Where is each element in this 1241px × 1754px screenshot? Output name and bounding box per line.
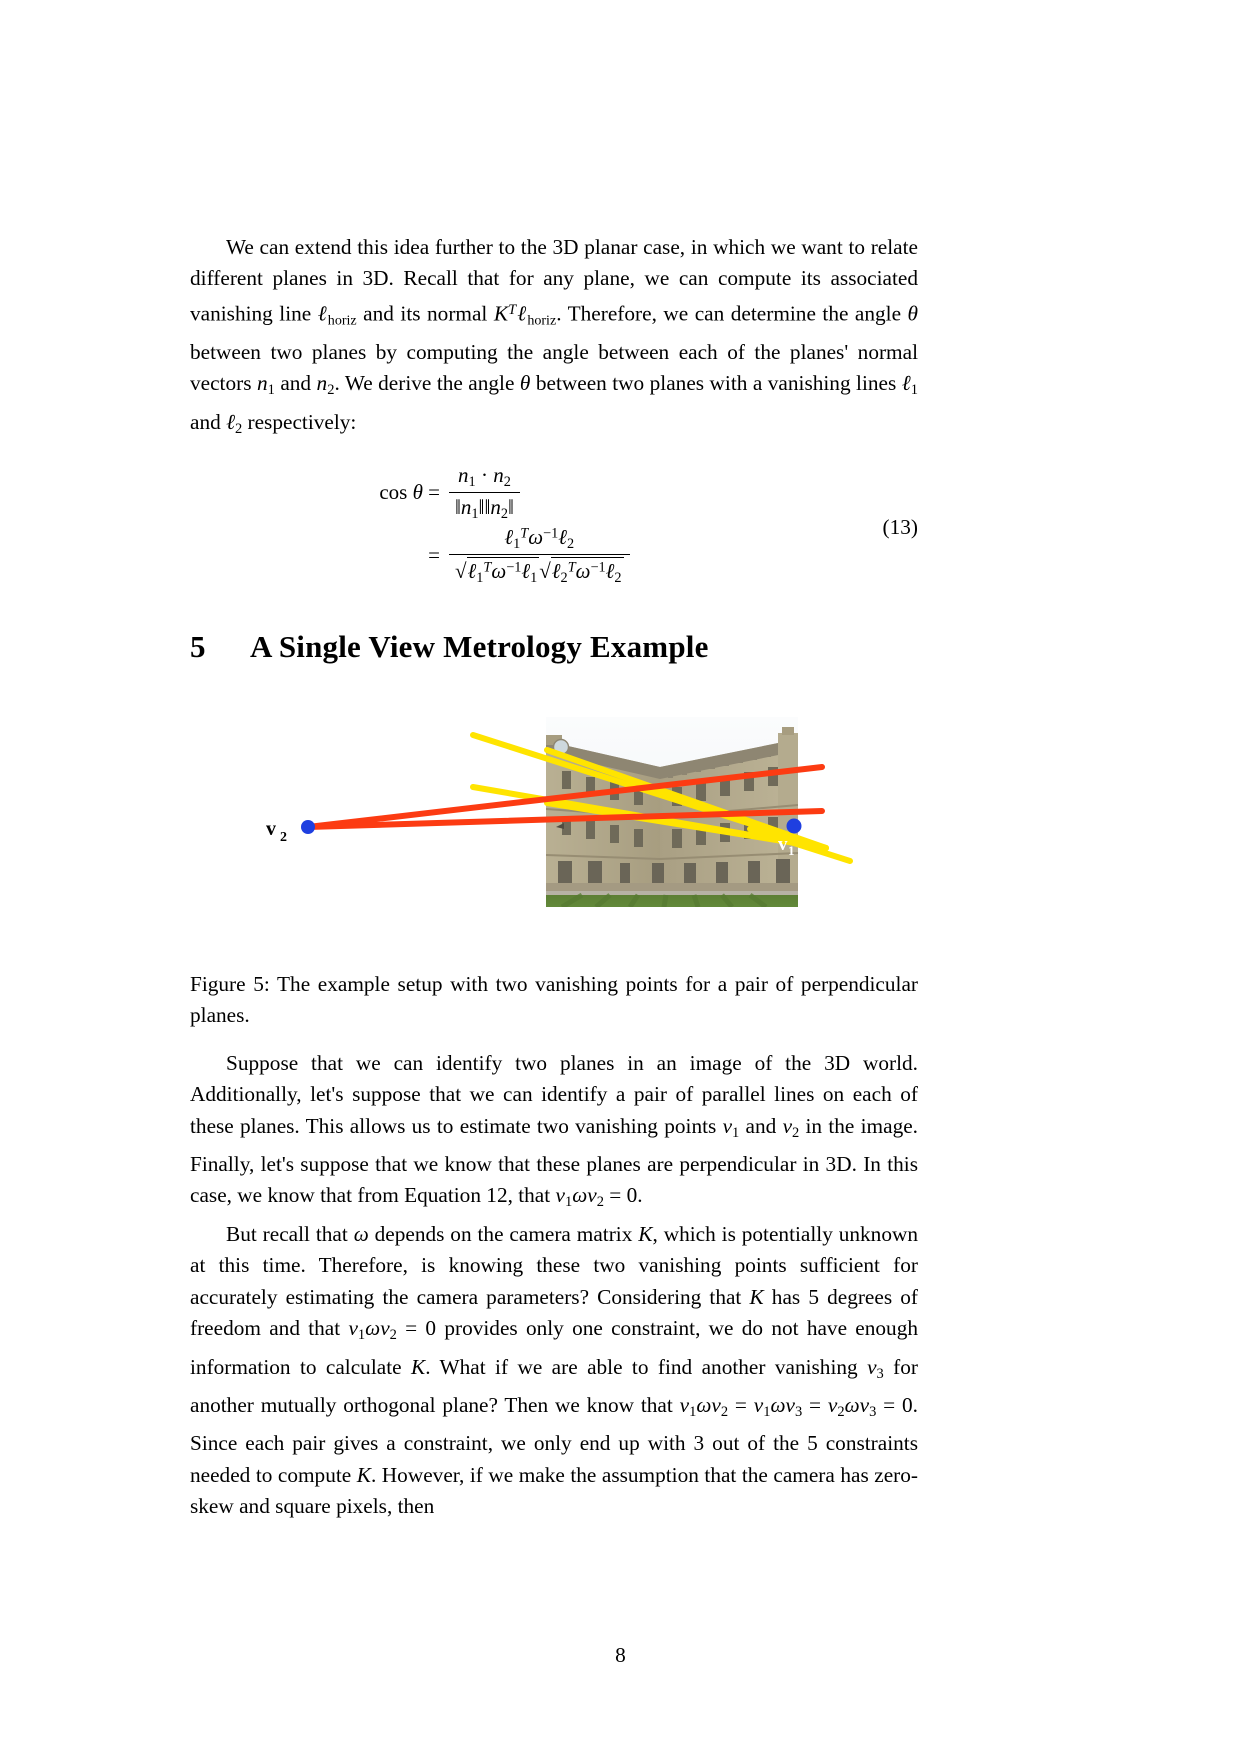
sqrt-term-1: $√\ell_1^T\omega^{-1}\ell_1$ — [455, 558, 538, 586]
vanishing-point-v1-dot — [787, 818, 802, 833]
photo-grass-extension — [546, 895, 798, 907]
label-v2-subscript: 2 — [280, 829, 287, 845]
fraction-2 — [449, 525, 630, 587]
equation-13 — [190, 463, 918, 591]
fraction-denominator — [449, 554, 630, 587]
sqrt-term-2: $√\ell_2^T\omega^{-1}\ell_2$ — [539, 558, 622, 586]
paragraph-intro: We can extend this idea further to the 3D planar case, in which we want to relate different planes in 3D. Recall that for any plane, we can compute its associated vanishing line ℓhoriz and its normal $K^T\ell horiz$. Therefore, we can determine the angle θ between two planes by computing the angle between each of the planes' normal vectors $n_1$ and $n_2$. We derive the angle θ between two planes with a vanishing lines ℓ$_1$ and ℓ$_2$ respectively: — [190, 235, 918, 437]
vanishing-point-v2-dot — [301, 820, 315, 834]
paragraph-two-planes: Suppose that we can identify two planes in an image of the 3D world. Additionally, let's suppose that we can identify a pair of parallel lines on each of these planes. This allows us to estimate two vanishing points $v_1$ and $v_2$ in the image. Finally, let's suppose that we know that these planes are perpendicular in 3D. In this case, we know that from Equation 12, that $v_1\omega v_2 = 0$. — [190, 1050, 919, 1211]
equation-number: (13) — [882, 514, 918, 539]
equation-line-2 — [190, 525, 918, 587]
label-v1-subscript: 1 — [788, 842, 795, 858]
equation-equals: = — [428, 543, 440, 568]
paragraph-camera-matrix: But recall that ω depends on the camera matrix K, which is potentially unknown at this time. Therefore, is knowing these two vanishing points sufficient for accurately estimating the camera parameters? Considering that K has 5 degrees of freedom and that $v_1\omega v_2 = 0$ provides only one constraint, we do not have enough information to calculate K. What if we are able to find another vanishing $v_3$ for another mutually orthogonal plane? Then we know that $v_1\omega v_2 = v_1\omega v_3 = v_2\omega v_3 = 0$. Since each pair gives a constraint, we only end up with 3 out of the 5 constraints needed to compute K. However, if we make the assumption that the camera has zero-skew and square pixels, then — [190, 1221, 919, 1519]
spacer — [190, 1032, 1051, 1048]
figure-caption-prefix: Figure 5: — [190, 971, 270, 996]
figure-caption — [190, 969, 918, 1032]
label-v1: v — [778, 833, 788, 855]
fraction-denominator: $‖n_1‖‖n_2‖$ — [449, 492, 520, 523]
equation-lhs: cos θ = — [379, 480, 440, 505]
figure-5-graphic — [190, 705, 918, 935]
fraction-numerator: $n_1 \cdot n_2$ — [458, 462, 511, 490]
label-v2: v — [266, 817, 276, 840]
section-title: A Single View Metrology Example — [250, 628, 709, 664]
section-number: 5 — [190, 628, 206, 664]
fraction-1 — [449, 463, 520, 523]
section-heading — [190, 629, 1051, 665]
fraction-numerator: $\ell_1^T\omega^{-1}\ell_2$ — [504, 524, 575, 552]
page-number: 8 — [615, 1643, 626, 1667]
figure-caption-text: The example setup with two vanishing points for a pair of perpendicular planes. — [190, 971, 918, 1028]
figure-5 — [190, 705, 918, 935]
equation-line-1 — [190, 463, 918, 523]
